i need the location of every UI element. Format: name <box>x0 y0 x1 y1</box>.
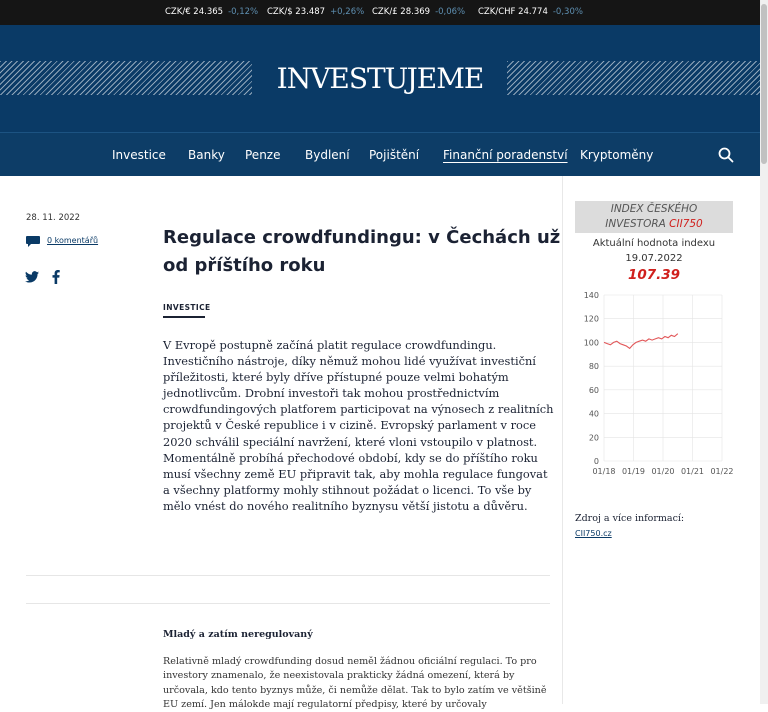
article-date: 28. 11. 2022 <box>26 213 81 223</box>
category-underline <box>163 316 205 318</box>
nav-item-pojisteni[interactable]: Pojištění <box>369 148 420 162</box>
chart-y-tick-label: 0 <box>593 457 599 466</box>
chart-x-tick-label: 01/19 <box>621 467 646 476</box>
header-stripes-left <box>0 61 252 95</box>
index-value: 107.39 <box>627 267 681 283</box>
ticker-item-eur: CZK/€ 24.365 -0,12% <box>165 7 259 17</box>
main-nav <box>0 132 760 176</box>
chart-y-tick-label: 80 <box>588 362 599 372</box>
twitter-icon[interactable] <box>25 271 39 283</box>
chart-x-tick-label: 01/18 <box>592 467 616 476</box>
chart-x-tick-label: 01/21 <box>680 467 705 476</box>
index-date: 19.07.2022 <box>625 253 683 264</box>
article-body: Relativně mladý crowdfunding dosud neměl žádnou oficiální regulaci. To pro investory znamenalo, že neexistovala prakticky žádná omezení, která by určovala, kdo tento byznys může, či nemůže dělat. Tak to bylo zatím ve většině EU zemí. Jen málokde mají regulatorní předpisy, které by určovaly <box>163 656 547 710</box>
search-icon[interactable] <box>718 147 734 163</box>
index-widget-heading <box>575 201 733 233</box>
chart-x-tick-label: 01/20 <box>651 467 675 476</box>
sidebar-border <box>562 176 563 704</box>
comments-link[interactable]: 0 komentářů <box>47 236 99 245</box>
chart-y-tick-label: 140 <box>583 291 599 300</box>
ticker-item-usd: CZK/$ 23.487 +0,26% <box>267 7 365 17</box>
chart-y-tick-label: 120 <box>583 314 599 324</box>
site-header <box>0 25 760 132</box>
header-stripes-right <box>507 61 760 95</box>
nav-item-banky[interactable]: Banky <box>188 148 225 162</box>
article-subheading: Mladý a zatím neregulovaný <box>163 629 313 640</box>
section-divider-2 <box>26 603 550 604</box>
nav-item-investice[interactable]: Investice <box>112 148 166 162</box>
chart-y-tick-label: 60 <box>588 385 599 395</box>
nav-item-bydleni[interactable]: Bydlení <box>305 148 350 162</box>
source-link[interactable]: CII750.cz <box>575 529 612 538</box>
nav-item-kryptomeny[interactable]: Kryptoměny <box>580 148 654 162</box>
nav-item-penze[interactable]: Penze <box>245 148 281 162</box>
ticker-item-gbp: CZK/£ 28.369 -0,06% <box>372 7 466 17</box>
chart-y-tick-label: 40 <box>588 409 599 419</box>
article-category[interactable]: INVESTICE <box>163 303 211 312</box>
source-label: Zdroj a více informací: <box>575 513 685 524</box>
index-heading-line2: INVESTORA CII750 <box>605 218 703 230</box>
comment-icon <box>26 236 40 247</box>
site-logo[interactable]: INVESTUJEME <box>276 62 484 95</box>
article-lead: V Evropě postupně začíná platit regulace crowdfundingu. Investičního nástroje, díky němuž mohou lidé využívat investiční příležitosti, které byly dříve přístupné pouze velmi bohatým jednotlivcům. Drobní investoři tak mohou prostřednictvím crowdfundingových platforem participovat na výnosech z realitních projektů v České republice i v cizině. Evropský parlament v roce 2020 schválil speciální navržení, které vloni vstoupilo v platnost. Momentálně probíhá přechodové období, kdy se do příštího roku musí všechny země EU připravit tak, aby mohla regulace fungovat a všechny platformy mohly stihnout požádat o licenci. To vše by mělo vnést do nového realitního byznysu větší jistotu a důvěru. <box>163 338 554 513</box>
index-heading-line1: INDEX ČESKÉHO <box>610 203 698 215</box>
ticker-item-chf: CZK/CHF 24.774 -0,30% <box>478 7 583 17</box>
chart-x-tick-label: 01/22 <box>710 467 734 476</box>
chart-y-tick-label: 20 <box>588 433 599 443</box>
page-scrollbar[interactable] <box>760 0 768 704</box>
section-divider-1 <box>26 575 550 576</box>
chart-y-tick-label: 100 <box>583 338 599 348</box>
facebook-icon[interactable] <box>52 270 60 284</box>
index-chart <box>570 286 740 480</box>
index-value-label: Aktuální hodnota indexu <box>592 238 716 249</box>
nav-item-financni-poradenstvi[interactable]: Finanční poradenství <box>443 148 568 162</box>
scrollbar-thumb[interactable] <box>761 4 767 164</box>
article-title: Regulace crowdfundingu: v Čechách už od příštího roku <box>163 227 561 276</box>
chart-series-line <box>604 334 678 349</box>
currency-ticker <box>0 0 760 25</box>
